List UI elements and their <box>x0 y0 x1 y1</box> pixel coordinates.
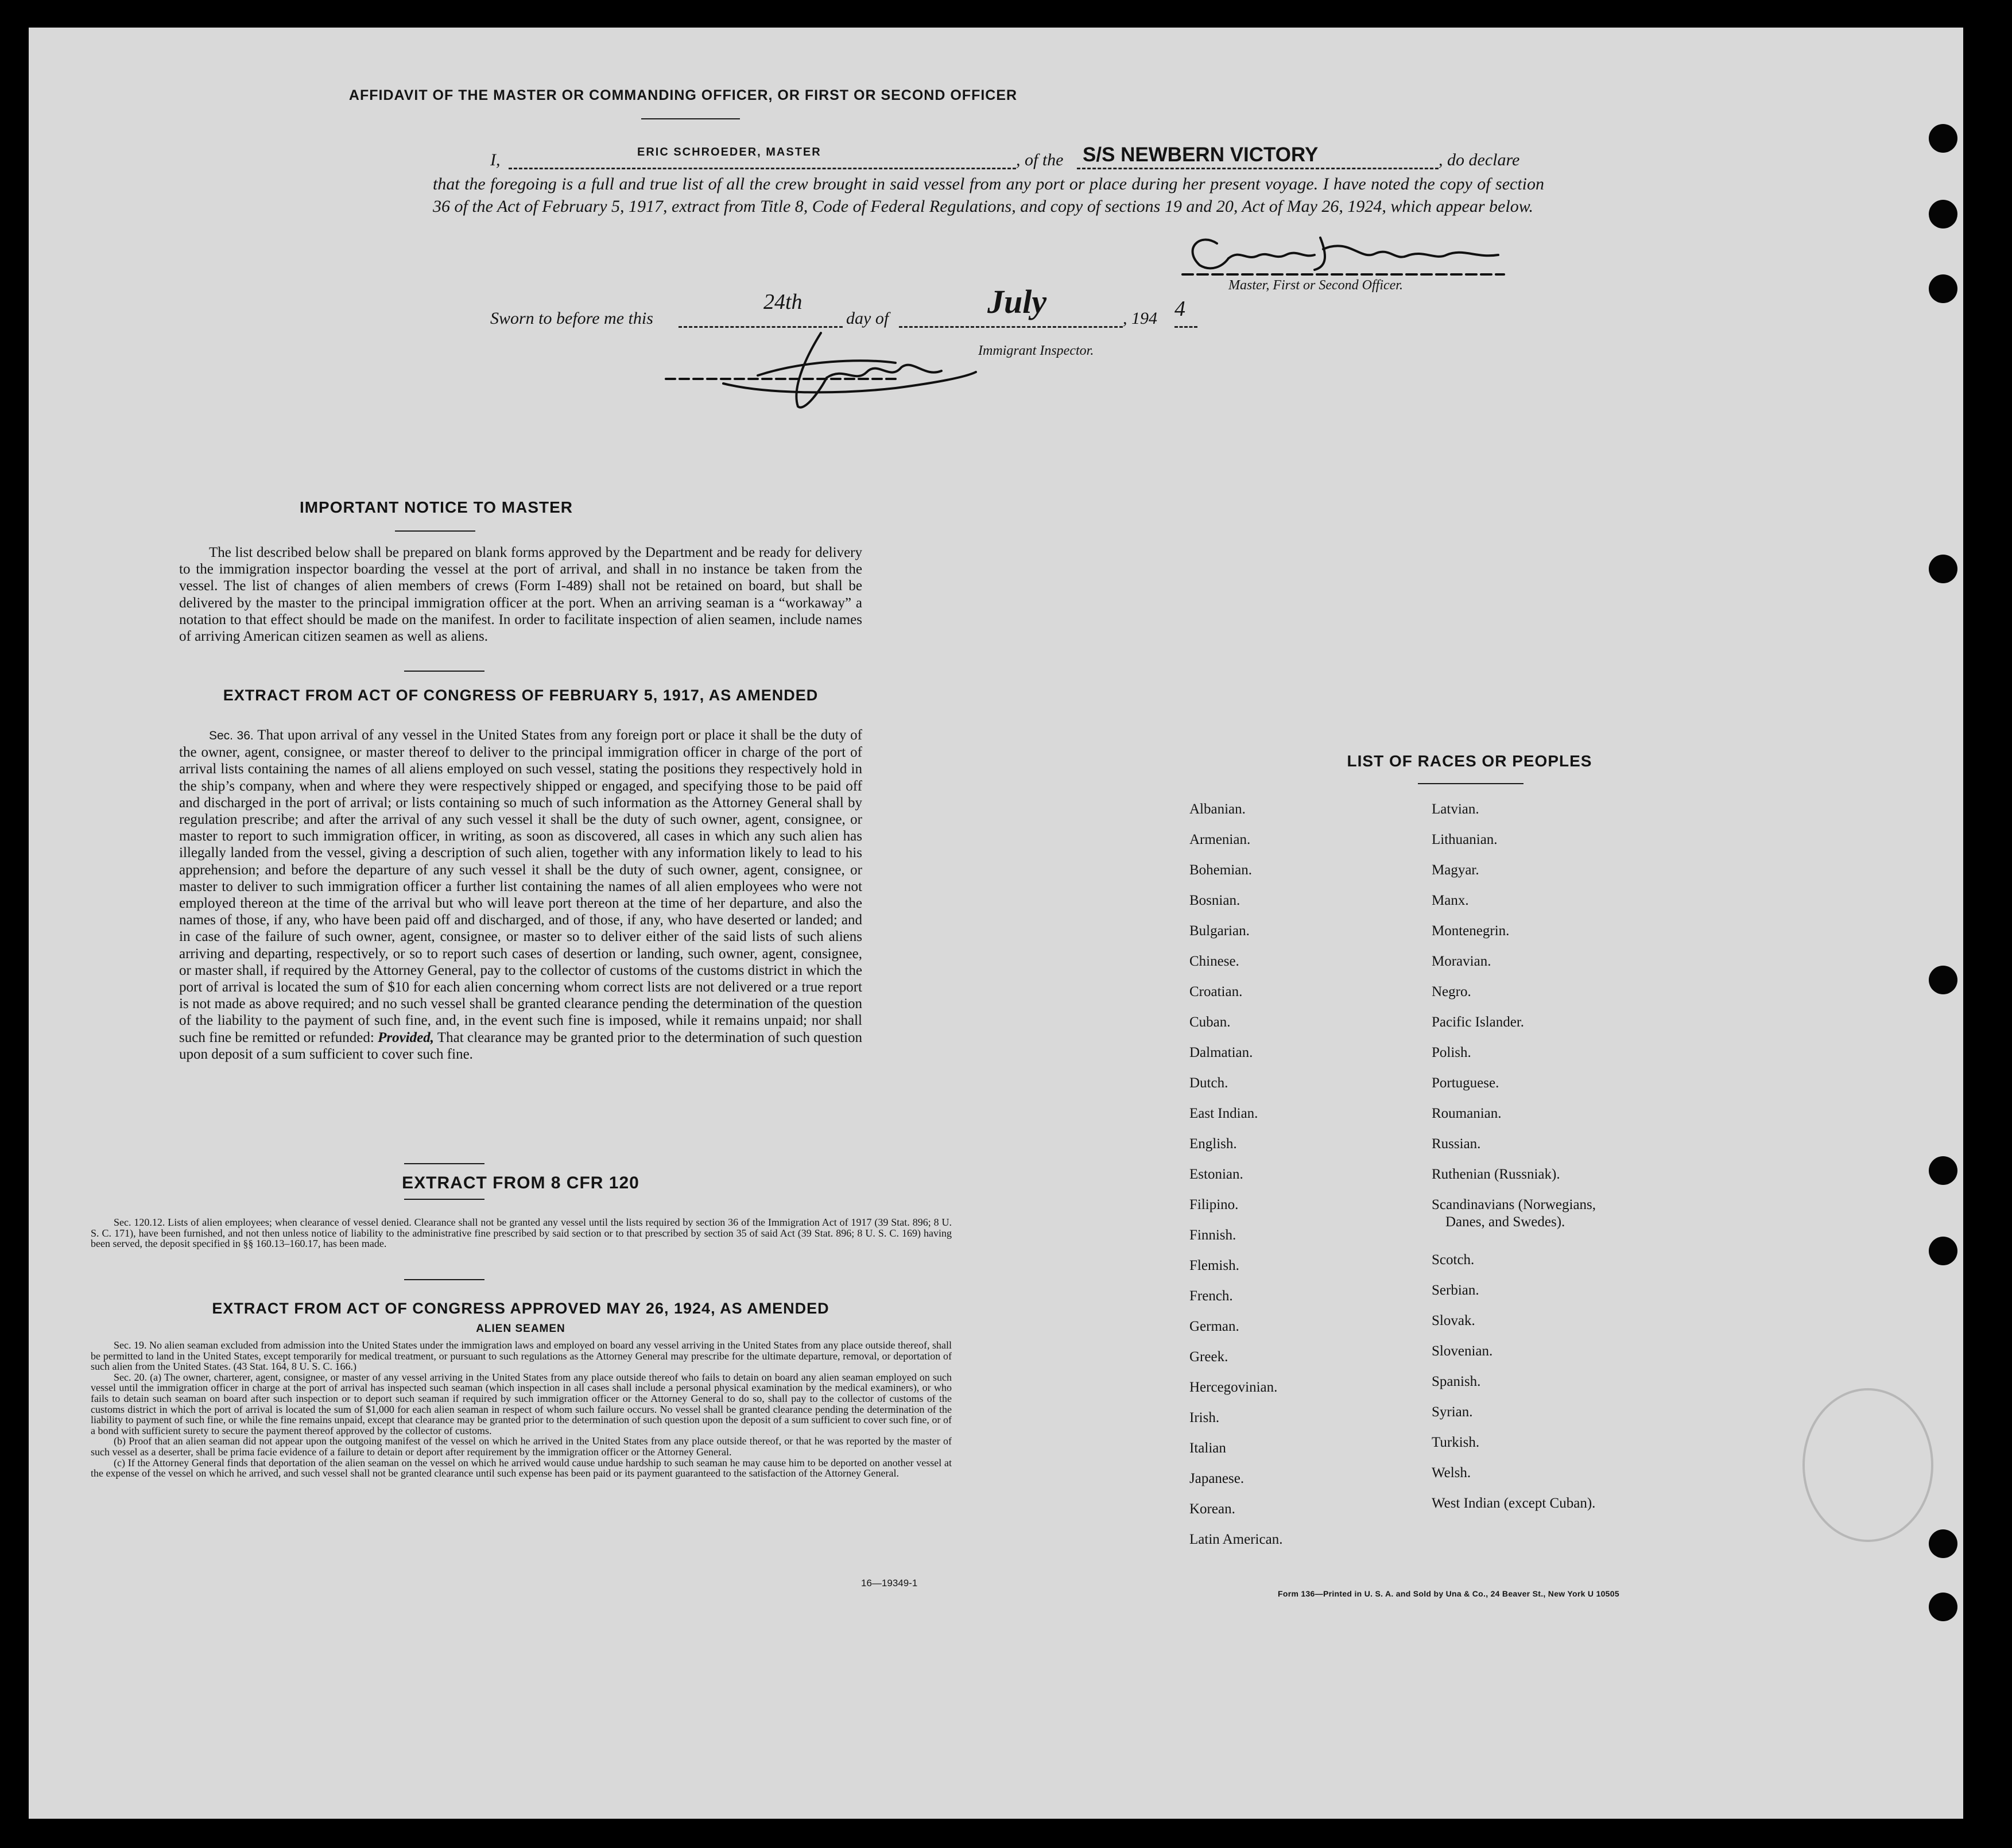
punch-hole <box>1929 124 1957 153</box>
race-item: Chinese. <box>1189 954 1239 969</box>
master-name: ERIC SCHROEDER, MASTER <box>637 146 821 158</box>
extract-cfr-rule-top <box>404 1163 484 1164</box>
punch-hole <box>1929 274 1957 303</box>
race-item: Latvian. <box>1432 801 1479 817</box>
year-prefix: , 194 <box>1123 309 1157 328</box>
race-item: Magyar. <box>1432 862 1479 878</box>
punch-hole <box>1929 200 1957 228</box>
race-item: Albanian. <box>1189 801 1246 817</box>
sec-36-label: Sec. 36. <box>209 729 254 742</box>
races-rule <box>1418 783 1523 784</box>
sworn-day: 24th <box>763 290 803 314</box>
race-item: French. <box>1189 1288 1233 1304</box>
sec-36-end: That clearance may be granted prior to the determination of such question upon deposit of a sum sufficient to cover such fine. <box>179 1029 862 1062</box>
extract-1924-text <box>91 1340 952 1479</box>
race-item: Latin American. <box>1189 1532 1283 1547</box>
race-item: Spanish. <box>1432 1374 1481 1389</box>
notice-title: IMPORTANT NOTICE TO MASTER <box>299 498 573 516</box>
punch-hole <box>1929 1529 1957 1558</box>
provided-label: Provided, <box>378 1029 435 1045</box>
extract-1917-rule <box>404 671 484 672</box>
extract-1917-title: EXTRACT FROM ACT OF CONGRESS OF FEBRUARY 5, 1917, AS AMENDED <box>223 687 819 704</box>
year-line <box>1174 305 1197 328</box>
race-item: Armenian. <box>1189 832 1251 847</box>
race-item: Ruthenian (Russniak). <box>1432 1167 1560 1182</box>
extract-cfr-text: Sec. 120.12. Lists of alien employees; when clearance of vessel denied. Clearance shall not be granted any vessel until the lists required by section 36 of the Immigration Act of 1917 (39 Stat. 896; 8 U. S. C. 171), have been furnished, and not then unless notice of liability to the administrative fine prescribed by said section or to that prescribed by section 35 of said Act (39 Stat. 896; 8 U. S. C. 169) having been served, the deposit specified in §§ 160.13–160.17, has been made. <box>91 1216 952 1250</box>
sec-20a-text: Sec. 20. (a) The owner, charterer, agent, consignee, or master of any vessel arriving in the United States from any place outside thereof who fails to detain on board any alien seaman employed on such vessel until the immigration officer in charge at the port of arrival has inspected such seaman (which inspection in all cases shall include a personal physical examination by the medical examiners), or who fails to detain such seaman on board after such inspection or to deport such seaman if required by such immigration officer or the Attorney General to do so, shall pay to the collector of customs of the customs district in which the port of arrival is located the sum of $1,000 for each alien seaman in respect of whom such failure occurs. No vessel shall be granted clearance pending the determination of the liability to payment of such fine, or while the fine remains unpaid, except that clearance may be granted prior to the determination of such question upon the deposit of a sum sufficient to cover such fine, or of a bond with sufficient surety to secure the payment thereof approved by the collector of customs. <box>91 1371 952 1436</box>
race-item: Syrian. <box>1432 1404 1473 1420</box>
sec-19-text: Sec. 19. No alien seaman excluded from admission into the United States under the immigration laws and employed on board any vessel arriving in the United States from any place outside thereof, shall be permitted to land in the United States, except temporarily for medical treatment, or pursuant to such regulations as the Attorney General may prescribe for the ultimate departure, removal, or deportation of such alien from the United States. (43 Stat. 164, 8 U. S. C. 166.) <box>91 1339 952 1373</box>
race-item: Welsh. <box>1432 1465 1471 1481</box>
race-item: Lithuanian. <box>1432 832 1498 847</box>
day-of-label: day of <box>846 309 889 328</box>
race-item: Filipino. <box>1189 1197 1239 1212</box>
race-item: Turkish. <box>1432 1435 1480 1450</box>
race-item: Japanese. <box>1189 1471 1245 1486</box>
punch-hole <box>1929 1237 1957 1265</box>
race-item: English. <box>1189 1136 1237 1152</box>
race-item: Bohemian. <box>1189 862 1253 878</box>
inspector-caption: Immigrant Inspector. <box>978 343 1094 358</box>
race-item: Greek. <box>1189 1349 1228 1365</box>
punch-hole <box>1929 1156 1957 1185</box>
extract-1924-subtitle: ALIEN SEAMEN <box>476 1323 565 1335</box>
i-label: I, <box>490 150 501 169</box>
race-item: Russian. <box>1432 1136 1481 1152</box>
race-item: Manx. <box>1432 893 1469 908</box>
race-item: Pacific Islander. <box>1432 1014 1525 1030</box>
race-item: Polish. <box>1432 1045 1471 1060</box>
race-item: Slovak. <box>1432 1313 1475 1328</box>
punch-hole <box>1929 966 1957 994</box>
form-printer-line: Form 136—Printed in U. S. A. and Sold by Una & Co., 24 Beaver St., New York U 10505 <box>1278 1589 1619 1598</box>
do-declare-label: , do declare <box>1439 150 1520 169</box>
extract-cfr-rule-bottom <box>404 1199 484 1200</box>
race-item: Serbian. <box>1432 1283 1479 1298</box>
notice-text: The list described below shall be prepared on blank forms approved by the Department and be ready for delivery to the immigration inspector boarding the vessel at the port of arrival, and shall in no instance be taken from the vessel. The list of changes of alien members of crews (Form I-489) shall not be retained on board, but shall be delivered by the master to the principal immigration officer at the port. When an arriving seaman is a “workaway” a notation to that effect should be made on the manifest. In order to facilitate inspection of alien seamen, include names of arriving American citizen seamen as well as aliens. <box>179 545 862 645</box>
race-item: Italian <box>1189 1440 1226 1456</box>
race-item: Estonian. <box>1189 1167 1243 1182</box>
race-item: Flemish. <box>1189 1258 1239 1273</box>
master-caption: Master, First or Second Officer. <box>1228 278 1403 293</box>
vessel-name: S/S NEWBERN VICTORY <box>1083 144 1319 166</box>
extract-cfr-title: EXTRACT FROM 8 CFR 120 <box>402 1173 639 1192</box>
race-item: Danes, and Swedes). <box>1445 1214 1565 1230</box>
title-rule <box>641 118 740 119</box>
punch-hole <box>1929 555 1957 583</box>
race-item: Irish. <box>1189 1410 1220 1425</box>
form-code: 16—19349-1 <box>861 1578 918 1589</box>
year-suffix: 4 <box>1174 297 1185 321</box>
extract-1917-text <box>179 727 862 1063</box>
race-item: Moravian. <box>1432 954 1491 969</box>
sworn-day-line <box>679 305 843 328</box>
race-item: Hercegovinian. <box>1189 1380 1278 1395</box>
race-item: Korean. <box>1189 1501 1235 1517</box>
manifest-page <box>29 28 1963 1819</box>
sec-36-body: That upon arrival of any vessel in the United States from any foreign port or place it shall be the duty of the owner, agent, consignee, or master thereof to deliver to the principal immigration officer in charge of the port of arrival lists containing the names of all aliens employed on such vessel, stating the positions they respectively hold in the ship’s company, when and where they were respectively shipped or engaged, and specifying those to be paid off and discharged in the port of arrival; or lists containing so much of such information as the Attorney General shall by regulation prescribe; and after the arrival of any such vessel it shall be the duty of such owner, agent, consignee, or master to report to such immigration officer, in writing, as soon as discovered, all cases in which any such alien has illegally landed from the vessel, giving a description of such alien, together with any information likely to lead to his apprehension; and before the departure of any such vessel it shall be the duty of such owner, agent, consignee, or master to deliver to such immigration officer a further list containing the names of all alien employees who were not employed thereon at the time of the arrival but who will leave port thereon at the time of her departure, and also the names of those, if any, who have been paid off and discharged, and of those, if any, who have deserted or landed; and in case of the failure of such owner, agent, consignee, or master so to deliver either of the said lists of such aliens arriving and departing, respectively, or so to report such cases of desertion or landing, such owner, agent, consignee, or master shall, if required by the Attorney General, pay to the collector of customs of the customs district in which the port of arrival is located the sum of $10 for each alien concerning whom correct lists are not delivered or a true report is not made as above required; and no such vessel shall be granted clearance pending the determination of the question of the liability to the payment of such fine, and, in the event such fine is imposed, while it remains unpaid; nor shall such fine be remitted or refunded: <box>179 727 862 1045</box>
sec-20b-text: (b) Proof that an alien seaman did not appear upon the outgoing manifest of the vessel on which he arrived in the United States from any place outside thereof, or that he was reported by the master of such vessel as a deserter, shall be prima facie evidence of a failure to detain or deport after requirement by the immigration officer or the Attorney General. <box>91 1435 952 1458</box>
sworn-month: July <box>987 283 1047 320</box>
inspector-signature <box>654 326 999 418</box>
race-item: Montenegrin. <box>1432 923 1510 939</box>
of-the-label: , of the <box>1016 150 1064 169</box>
race-item: Croatian. <box>1189 984 1243 999</box>
races-title: LIST OF RACES OR PEOPLES <box>1347 752 1592 770</box>
race-item: German. <box>1189 1319 1239 1334</box>
extract-1924-title: EXTRACT FROM ACT OF CONGRESS APPROVED MAY 26, 1924, AS AMENDED <box>212 1300 829 1317</box>
race-item: Negro. <box>1432 984 1471 999</box>
race-item: Finnish. <box>1189 1227 1236 1243</box>
race-item: Scandinavians (Norwegians, <box>1432 1197 1596 1212</box>
race-item: Roumanian. <box>1432 1106 1502 1121</box>
race-item: Slovenian. <box>1432 1343 1493 1359</box>
race-item: Cuban. <box>1189 1014 1231 1030</box>
sworn-label: Sworn to before me this <box>490 309 653 328</box>
inspection-stamp <box>1802 1388 1933 1542</box>
declaration-text: that the foregoing is a full and true list of all the crew brought in said vessel from any port or place during her present voyage. I have noted the copy of section 36 of the Act of February 5, 1917, extract from Title 8, Code of Federal Regulations, and copy of sections 19 and 20, Act of May 26, 1924, which appear below. <box>433 175 1544 216</box>
race-item: Portuguese. <box>1432 1075 1499 1091</box>
race-item: Bosnian. <box>1189 893 1240 908</box>
notice-rule <box>395 530 475 532</box>
race-item: East Indian. <box>1189 1106 1258 1121</box>
master-signature <box>1177 215 1510 284</box>
race-item: West Indian (except Cuban). <box>1432 1496 1596 1511</box>
extract-1924-rule <box>404 1279 484 1280</box>
race-item: Bulgarian. <box>1189 923 1250 939</box>
race-item: Dalmatian. <box>1189 1045 1253 1060</box>
race-item: Dutch. <box>1189 1075 1228 1091</box>
punch-hole <box>1929 1593 1957 1621</box>
race-item: Scotch. <box>1432 1252 1475 1268</box>
sec-20c-text: (c) If the Attorney General finds that deportation of the alien seaman on the vessel on which he arrived would cause undue hardship to such seaman he may cause him to be deported on another vessel at the expense of the vessel on which he arrived, and such vessel shall not be granted clearance until such expense has been paid or its payment guaranteed to the satisfaction of the Attorney General. <box>91 1456 952 1479</box>
affidavit-title: AFFIDAVIT OF THE MASTER OR COMMANDING OFFICER, OR FIRST OR SECOND OFFICER <box>348 87 1018 103</box>
